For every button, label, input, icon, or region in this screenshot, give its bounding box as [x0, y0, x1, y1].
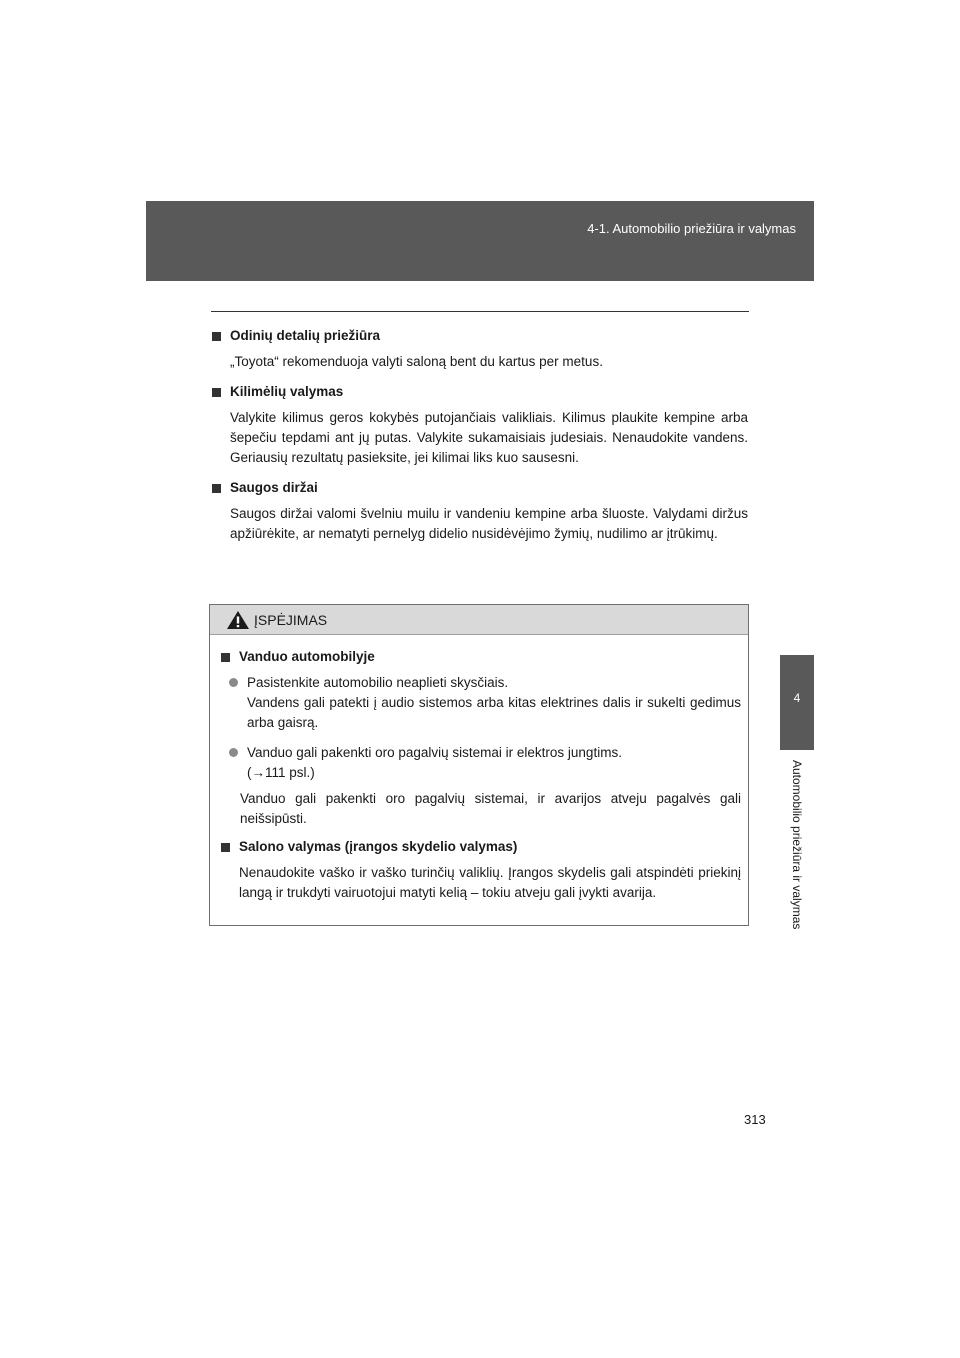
warning-item-heading-text: Salono valymas (įrangos skydelio valymas) — [239, 839, 518, 854]
section-heading-text: Kilimėlių valymas — [230, 384, 344, 399]
section-title: 4-1. Automobilio priežiūra ir valymas — [587, 221, 796, 236]
header-band — [146, 201, 814, 281]
page-number: 313 — [744, 1112, 766, 1127]
bullet-title: Vanduo gali pakenkti oro pagalvių sistemai ir elektros jungtims. — [247, 745, 622, 760]
warning-triangle-icon — [226, 610, 250, 630]
section-heading-text: Saugos diržai — [230, 480, 318, 495]
warning-note: Vanduo gali pakenkti oro pagalvių sistemai, ir avarijos atveju pagalvės gali neišsipūsti. — [240, 791, 741, 826]
warning-bullet-text — [247, 743, 622, 783]
warning-paragraph: Nenaudokite vaško ir vaško turinčių valiklių. Įrangos skydelis gali atspindėti priekinį langą ir trukdyti vairuotojui matyti kelią – tokiu atveju gali įvykti avarija. — [239, 865, 741, 900]
section-paragraph: „Toyota“ rekomenduoja valyti saloną bent du kartus per metus. — [230, 354, 603, 369]
square-bullet-icon — [212, 484, 221, 493]
warning-header — [210, 605, 748, 635]
bullet-detail: Vandens gali patekti į audio sistemos arba kitas elektrines dalis ir sukelti gedimus arba gaisrą. — [247, 695, 741, 730]
chapter-side-label-text: Automobilio priežiūra ir valymas — [790, 760, 804, 930]
chapter-tab[interactable] — [780, 655, 814, 750]
warning-bullet-text — [247, 673, 741, 733]
top-divider — [211, 311, 749, 312]
circle-bullet-icon — [229, 678, 238, 687]
warning-bullet — [229, 743, 741, 783]
bullet-title: Pasistenkite automobilio neaplieti skysčiais. — [247, 675, 509, 690]
chapter-number: 4 — [793, 691, 801, 705]
warning-box — [209, 604, 749, 926]
square-bullet-icon — [212, 332, 221, 341]
warning-item-heading — [221, 837, 741, 857]
section-heading — [212, 382, 748, 402]
main-content — [212, 326, 748, 554]
circle-bullet-icon — [229, 748, 238, 757]
warning-body — [210, 635, 748, 903]
square-bullet-icon — [221, 843, 230, 852]
section-paragraph: Valykite kilimus geros kokybės putojančiais valikliais. Kilimus plaukite kempine arba šepečiu tepdami ant jų putas. Valykite sukamaisiais judesiais. Nenaudokite vandens. Geriausių rezultatų pasieksite, jei kilimai liks kuo sausesni. — [230, 410, 748, 465]
chapter-side-label — [780, 760, 814, 950]
warning-title: ĮSPĖJIMAS — [254, 611, 328, 628]
page-reference-link[interactable]: (→111 psl.) — [247, 765, 315, 780]
warning-item-heading-text: Vanduo automobilyje — [239, 649, 375, 664]
section-heading-text: Odinių detalių priežiūra — [230, 328, 381, 343]
square-bullet-icon — [221, 653, 230, 662]
square-bullet-icon — [212, 388, 221, 397]
warning-item-heading — [221, 647, 741, 667]
section-heading — [212, 326, 748, 346]
section-paragraph: Saugos diržai valomi švelniu muilu ir vandeniu kempine arba šluoste. Valydami diržus apžiūrėkite, ar nematyti pernelyg didelio nusidėvėjimo žymių, nudilimo ar įtrūkimų. — [230, 506, 748, 541]
warning-bullet — [229, 673, 741, 733]
section-heading — [212, 478, 748, 498]
